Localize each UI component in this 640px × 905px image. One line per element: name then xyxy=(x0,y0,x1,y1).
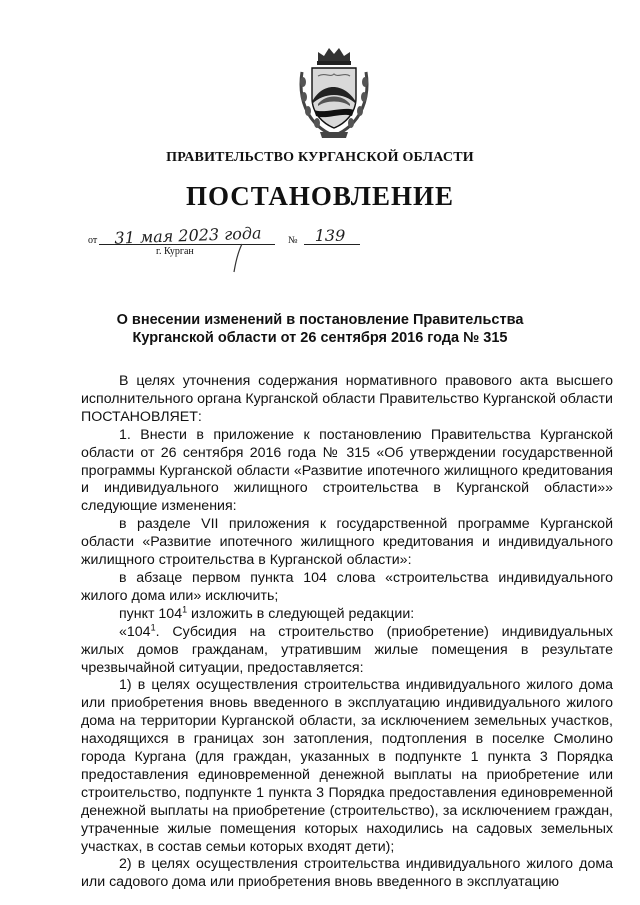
document-number: 139 xyxy=(314,226,346,245)
paragraph: 1) в целях осуществления строительства индивидуального жилого дома или приобретения вновь введенного в эксплуатацию индивидуального жилого дома на территории Курганской области, за исключением земельных участков, находящихся в границах зон затопления, подтопления в поселке Смолино города Кургана (для граждан, указанных в подпункте 1 пункта 3 Порядка предоставления единовременной денежной выплаты на приобретение или строительство, подпункте 1 пункта 3 Порядка предоставления единовременной денежной выплаты на приобретение (строительство), за исключением граждан, утраченные жилые помещения которых находились на садовых земельных участках, в состав семьи которых входят дети); xyxy=(81,677,613,855)
paragraph: в разделе VII приложения к государственной программе Курганской области «Развитие ипотечного жилищного кредитования и индивидуального жилищного строительства в Курганской области»: xyxy=(81,516,613,569)
text-run: . Субсидия на строительство (приобретение) индивидуальных жилых домов гражданам, утратившим жилые помещения в результате чрезвычайной ситуации, предоставляется: xyxy=(81,623,613,676)
text-run: пункт 104 xyxy=(119,605,183,622)
document-city: г. Курган xyxy=(156,246,194,257)
number-underline xyxy=(304,244,360,245)
superscript: 1 xyxy=(150,621,156,632)
paragraph: 2) в целях осуществления строительства индивидуального жилого дома или садового дома или приобретения вновь введенного в эксплуатацию xyxy=(81,856,613,891)
document-body xyxy=(81,373,613,892)
government-name: ПРАВИТЕЛЬСТВО КУРГАНСКОЙ ОБЛАСТИ xyxy=(166,150,474,165)
paragraph: В целях уточнения содержания нормативного правового акта высшего исполнительного органа Курганской области Правительство Курганской области xyxy=(81,373,613,407)
text-run: «104 xyxy=(119,623,151,640)
paragraph xyxy=(81,606,613,624)
subject-line-2: Курганской области от 26 сентября 2016 года № 315 xyxy=(132,330,508,346)
superscript: 1 xyxy=(182,604,188,615)
kurgan-oblast-coat-of-arms-icon xyxy=(296,42,372,142)
paragraph: 1. Внести в приложение к постановлению Правительства Курганской области от 26 сентября 2016 года № 315 «Об утверждении государственной программы Курганской области «Развитие ипотечного жилищного кредитования и индивидуального жилищного строительства в Курганской области»» следующие изменения: xyxy=(81,426,613,515)
number-sign: № xyxy=(288,235,298,246)
document-date: 31 мая 2023 года xyxy=(114,223,262,248)
paragraph xyxy=(81,621,613,678)
handwritten-stroke-icon xyxy=(228,242,248,274)
paragraph: в абзаце первом пункта 104 слова «строительства индивидуального жилого дома или» исключить; xyxy=(81,569,613,604)
document-subject xyxy=(70,311,570,347)
document-type-title: ПОСТАНОВЛЕНИЕ xyxy=(185,181,455,211)
date-underline xyxy=(99,244,275,245)
date-prefix: от xyxy=(88,235,98,246)
paragraph: ПОСТАНОВЛЯЕТ: xyxy=(81,408,202,425)
text-run: изложить в следующей редакции: xyxy=(187,605,415,622)
subject-line-1: О внесении изменений в постановление Правительства xyxy=(116,312,524,328)
